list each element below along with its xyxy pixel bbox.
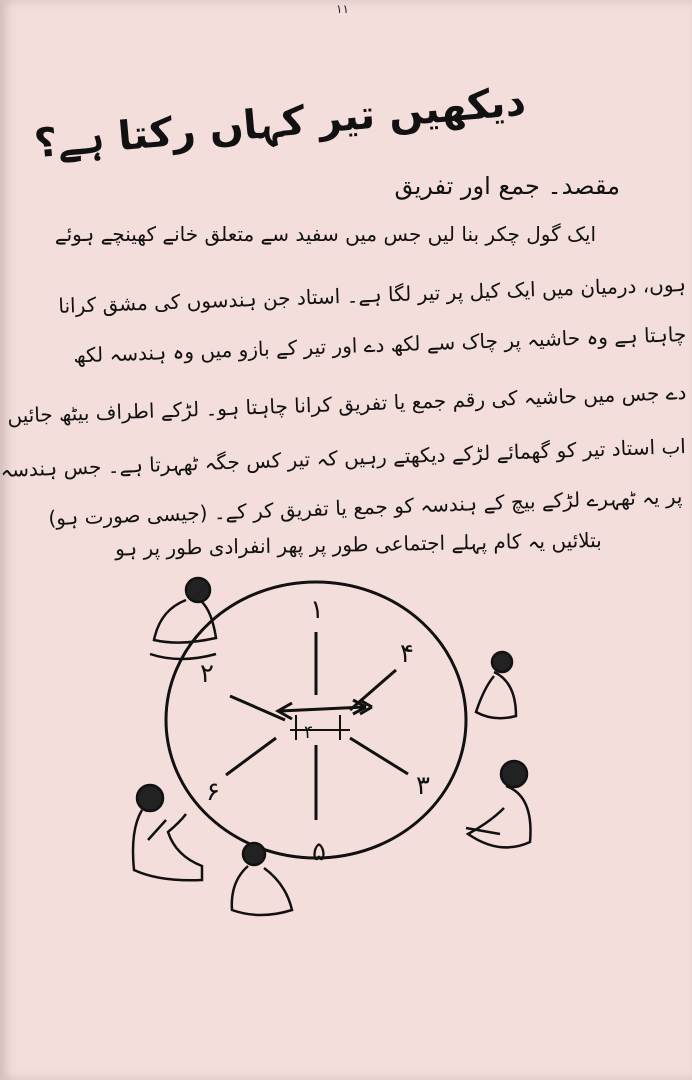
page-number: ۱۱ (336, 2, 349, 16)
center-frame (290, 715, 350, 740)
child-figure-bottom-right (466, 761, 531, 847)
wheel-spokes (226, 632, 408, 820)
rim-number: ۴ (400, 639, 414, 669)
arrow-icon (278, 700, 372, 719)
center-number: ۴ (304, 722, 314, 743)
child-figure-right (476, 652, 516, 718)
body-line: اب استاد تیر کو گھمائے لڑکے دیکھتے رہیں کہ تیر کس جگہ ٹھہرتا ہے۔ جس ہندسہ (0, 434, 687, 482)
body-line: ایک گول چکر بنا لیں جس میں سفید سے متعلق خانے کھینچے ہوئے (54, 222, 596, 246)
body-line: دے جس میں حاشیہ کی رقم جمع یا تفریق کرانا چاہتا ہو۔ لڑکے اطراف بیٹھ جائیں (6, 380, 687, 428)
rim-number: ۶ (206, 777, 220, 807)
objective-line: مقصد۔ جمع اور تفریق (394, 172, 620, 200)
body-line: ہوں، درمیان میں ایک کیل پر تیر لگا ہے۔ استاد جن ہندسوں کی مشق کرانا (58, 272, 687, 318)
rim-number: ۵ (312, 837, 326, 867)
child-figure-top-left (150, 578, 216, 659)
spinning-arrow-wheel-illustration (120, 570, 560, 930)
rim-number: ۲ (200, 659, 214, 689)
rim-number: ۱ (310, 595, 324, 625)
page-title: دیکھیں تیر کہاں رکتا ہے؟ (32, 78, 528, 168)
body-line: چاہتا ہے وہ حاشیہ پر چاک سے لکھ دے اور تیر کے بازو میں وہ ہندسہ لکھ (72, 322, 687, 368)
body-line: پر یہ ٹھہرے لڑکے بیچ کے ہندسہ کو جمع یا تفریق کر کے۔ (جیسی صورت ہو) (47, 484, 683, 531)
body-line: بتلائیں یہ کام پہلے اجتماعی طور پر پھر انفرادی طور پر ہو (115, 528, 603, 561)
rim-number: ۳ (416, 771, 430, 801)
